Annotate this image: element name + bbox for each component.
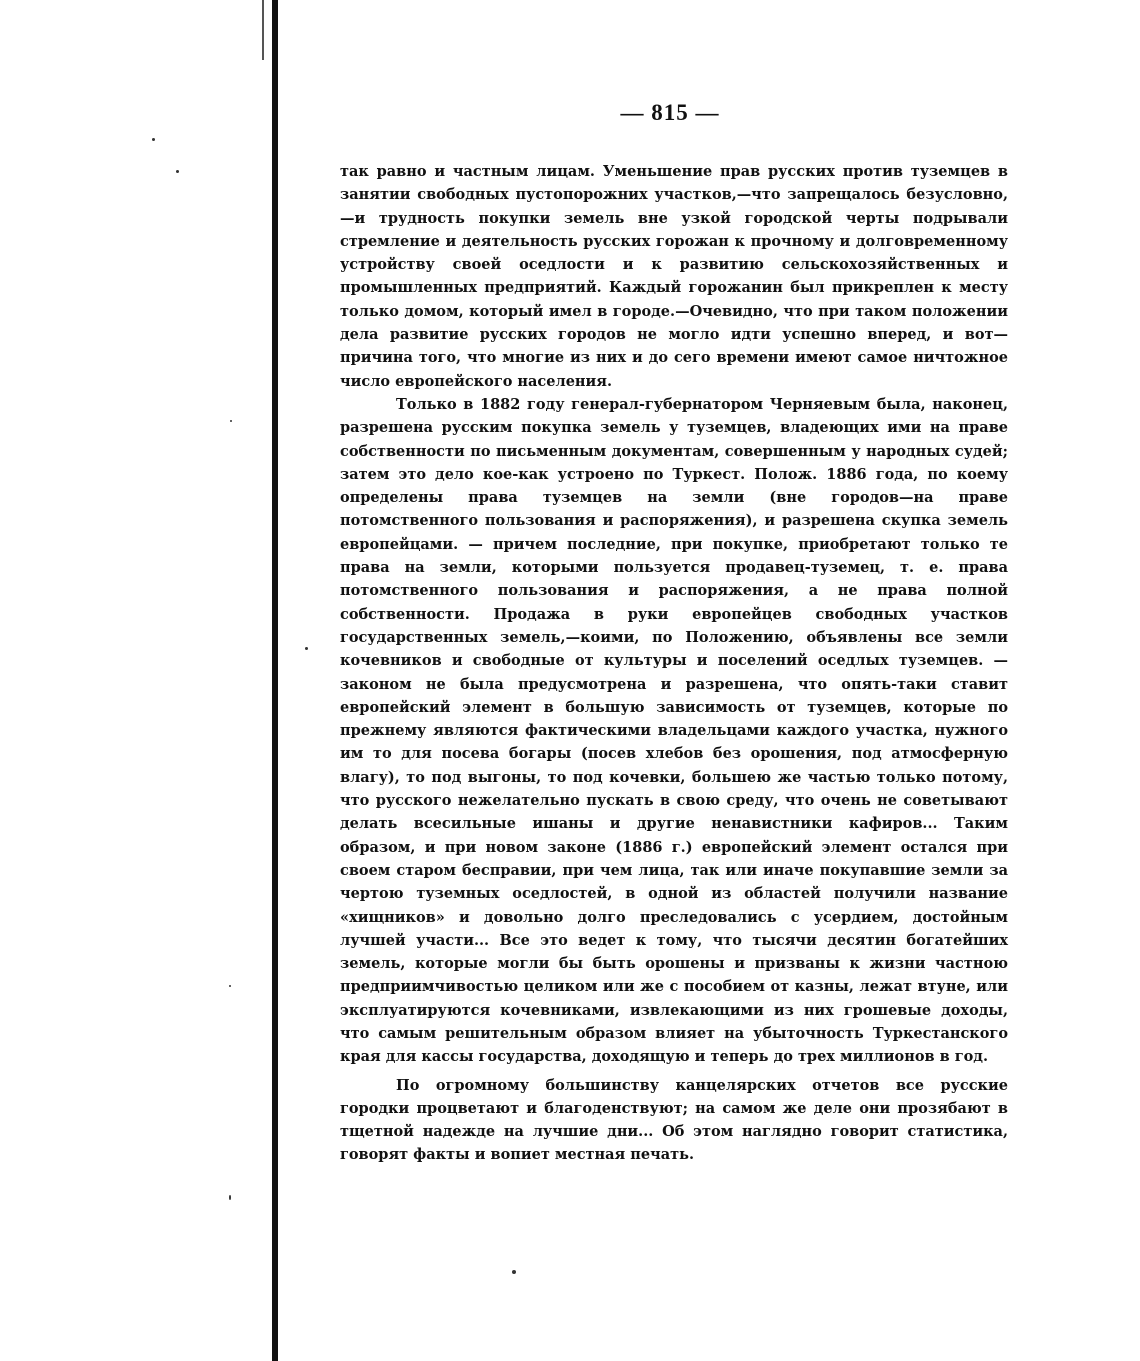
paragraph: По огромному большинству канцелярских отчетов все русские городки процветают и благоденствуют; на самом же деле они прозябают в тщетной надежде на лучшие дни... Об этом наглядно говорит статистика, говорят факты и вопиет местная печать. <box>340 1076 1008 1164</box>
scan-speck <box>152 138 155 141</box>
paragraph: так равно и частным лицам. Уменьшение прав русских против туземцев в занятии свободных пустопорожних участков,—что запрещалось безусловно,—и трудность покупки земель вне узкой городской черты подрывали стремление и деятельность русских горожан к прочному и долговременному устройству своей оседлости и к развитию сельскохозяйственных и промышленных предприятий. Каждый горожанин был прикреплен к месту только домом, который имел в городе.—Очевидно, что при таком положении дела развитие русских городов не могло идти успешно вперед, и вот—причина того, что многие из них и до сего времени имеют самое ничтожное число европейского населения. <box>340 163 1008 390</box>
scan-speck <box>229 1195 231 1200</box>
scan-speck <box>176 170 179 173</box>
page-binding-shadow <box>262 0 264 60</box>
page-number: — 815 — <box>620 100 720 125</box>
scan-speck <box>229 985 231 987</box>
scan-speck <box>230 420 232 422</box>
body-text <box>340 160 1008 1167</box>
scan-speck <box>305 647 308 650</box>
paragraph: Только в 1882 году генерал-губернатором Черняевым была, наконец, разрешена русским покупка земель у туземцев, владеющих ими на праве собственности по письменным документам, совершенным у народных судей; затем это дело кое-как устроено по Туркест. Полож. 1886 года, по коему определены права туземцев на земли (вне городов—на праве потомственного пользования и распоряжения), и разрешена скупка земель европейцами. — причем последние, при покупке, приобретают только те права на земли, которыми пользуется продавец-туземец, т. е. права потомственного пользования и распоряжения, а не права полной собственности. Продажа в руки европейцев свободных участков государственных земель,—коими, по Положению, объявлены все земли кочевников и свободные от культуры и поселений оседлых туземцев. — законом не была предусмотрена и разрешена, что опять-таки ставит европейский элемент в большую зависимость от туземцев, которые по прежнему являются фактическими владельцами каждого участка, нужного им то для посева богары (посев хлебов без орошения, под атмосферную влагу), то под выгоны, то под кочевки, большею же частью только потому, что русского нежелательно пускать в свою среду, что очень не советывают делать всесильные ишаны и другие ненавистники кафиров... Таким образом, и при новом законе (1886 г.) европейский элемент остался при своем старом бесправии, при чем лица, так или иначе покупавшие земли за чертою туземных оседлостей, в одной из областей получили название «хищников» и довольно долго преследовались с усердием, достойным лучшей участи... Все это ведет к тому, что тысячи десятин богатейших земель, которые могли бы быть орошены и призваны к жизни частною предприимчивостью целиком или же с пособием от казны, лежат втуне, или эксплуатируются кочевниками, извлекающими из них грошевые доходы, что самым решительным образом влияет на убыточность Туркестанского края для кассы государства, доходящую и теперь до трех миллионов в год. <box>340 395 1008 1066</box>
scan-speck <box>512 1270 516 1274</box>
page-binding-edge <box>272 0 278 1361</box>
